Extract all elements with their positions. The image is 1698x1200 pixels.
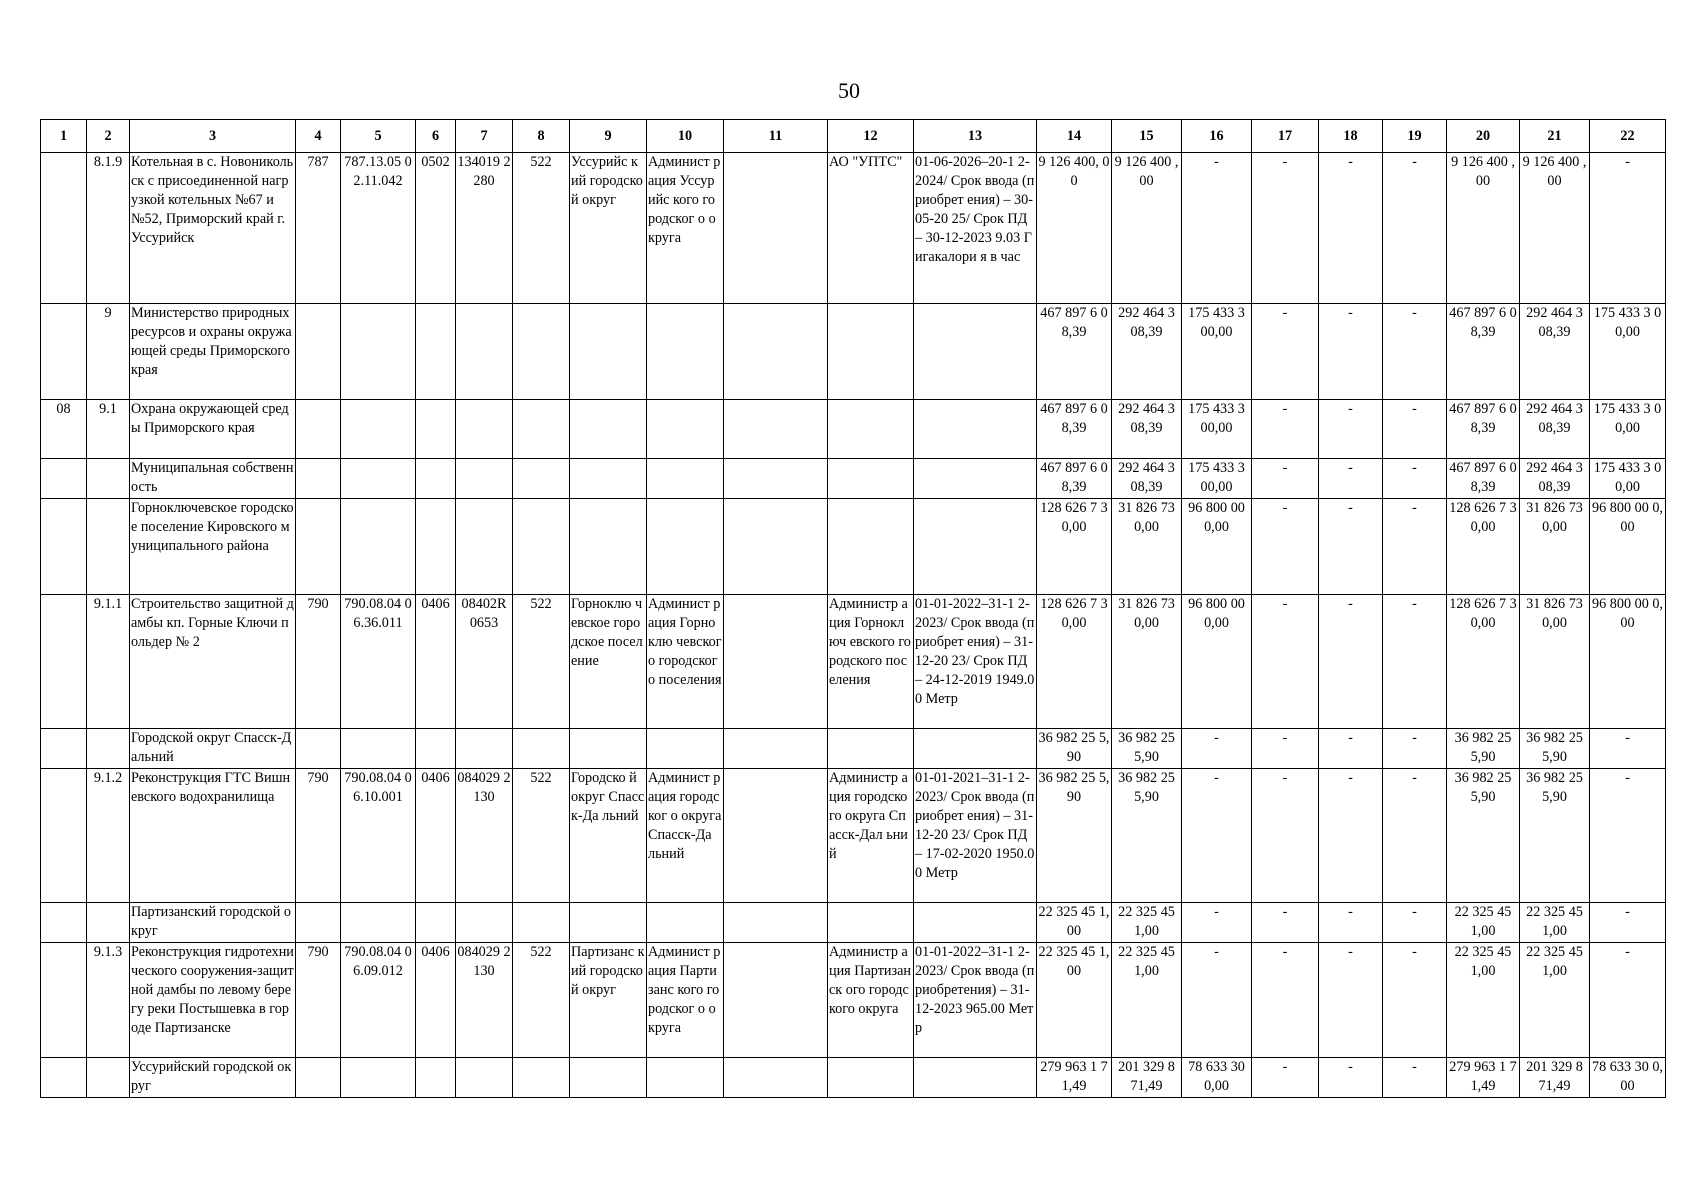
column-header: 5: [341, 120, 416, 153]
table-cell: 467 897 6 08,39: [1447, 304, 1520, 400]
column-header: 21: [1520, 120, 1590, 153]
table-cell: Реконструкция гидротехнического сооружения-защитной дамбы по левому бере гу реки Постышевка в городе Партизанске: [130, 943, 296, 1058]
table-cell: 36 982 25 5,90: [1447, 769, 1520, 903]
table-cell: -: [1252, 304, 1319, 400]
table-cell: [456, 400, 513, 459]
table-cell: 08402R 0653: [456, 595, 513, 729]
table-cell: [87, 499, 130, 595]
table-cell: 22 325 45 1,00: [1112, 943, 1182, 1058]
table-cell: [296, 304, 341, 400]
table-cell: -: [1319, 769, 1383, 903]
table-cell: -: [1182, 943, 1252, 1058]
table-cell: [724, 943, 828, 1058]
table-cell: 084029 2130: [456, 769, 513, 903]
table-cell: Горноклю чевское городское поселение: [570, 595, 647, 729]
table-cell: [416, 729, 456, 769]
table-cell: [914, 1058, 1037, 1098]
table-cell: [828, 1058, 914, 1098]
column-header: 6: [416, 120, 456, 153]
table-cell: 9.1.1: [87, 595, 130, 729]
column-header: 8: [513, 120, 570, 153]
table-cell: 175 433 3 00,00: [1590, 459, 1666, 499]
table-cell: Админист рация городског о округа Спасск-Да льний: [647, 769, 724, 903]
table-cell: Уссурийский городской округ: [130, 1058, 296, 1098]
column-header: 4: [296, 120, 341, 153]
table-cell: [914, 729, 1037, 769]
table-cell: [724, 903, 828, 943]
table-cell: [647, 1058, 724, 1098]
table-cell: 36 982 25 5,90: [1447, 729, 1520, 769]
table-cell: 31 826 73 0,00: [1112, 499, 1182, 595]
table-cell: [914, 304, 1037, 400]
table-cell: 134019 2280: [456, 153, 513, 304]
table-cell: 175 433 3 00,00: [1590, 304, 1666, 400]
table-cell: Администр ация городского округа Спасск-Дал ьний: [828, 769, 914, 903]
table-cell: [828, 304, 914, 400]
table-cell: [341, 400, 416, 459]
column-header: 22: [1590, 120, 1666, 153]
table-cell: 292 464 3 08,39: [1520, 400, 1590, 459]
table-cell: 292 464 3 08,39: [1112, 459, 1182, 499]
table-cell: [828, 499, 914, 595]
table-cell: [41, 153, 87, 304]
table-cell: 9 126 400 ,00: [1520, 153, 1590, 304]
table-cell: [724, 499, 828, 595]
table-cell: [41, 595, 87, 729]
table-cell: 22 325 45 1,00: [1037, 943, 1112, 1058]
table-cell: [41, 304, 87, 400]
table-cell: 08: [41, 400, 87, 459]
table-cell: [296, 903, 341, 943]
table-cell: -: [1252, 903, 1319, 943]
table-cell: [416, 459, 456, 499]
table-cell: -: [1252, 943, 1319, 1058]
table-cell: 522: [513, 153, 570, 304]
table-row: [41, 903, 1666, 943]
table-cell: Министерство природных ресурсов и охраны окружающей среды Приморского края: [130, 304, 296, 400]
table-cell: [647, 459, 724, 499]
table-cell: [647, 304, 724, 400]
table-cell: -: [1252, 153, 1319, 304]
table-cell: -: [1319, 459, 1383, 499]
column-header: 18: [1319, 120, 1383, 153]
table-cell: [456, 499, 513, 595]
column-header: 3: [130, 120, 296, 153]
column-header: 9: [570, 120, 647, 153]
table-cell: [341, 304, 416, 400]
table-row: [41, 769, 1666, 903]
table-cell: 128 626 7 30,00: [1037, 595, 1112, 729]
table-cell: 201 329 8 71,49: [1520, 1058, 1590, 1098]
table-cell: Админист рация Партизанс кого городског о округа: [647, 943, 724, 1058]
table-cell: 522: [513, 595, 570, 729]
table-cell: [570, 400, 647, 459]
table-cell: [828, 729, 914, 769]
table-cell: -: [1383, 769, 1447, 903]
column-header: 17: [1252, 120, 1319, 153]
table-cell: [296, 499, 341, 595]
column-header: 15: [1112, 120, 1182, 153]
table-cell: 36 982 25 5,90: [1520, 729, 1590, 769]
table-cell: [341, 499, 416, 595]
table-cell: Охрана окружающей среды Приморского края: [130, 400, 296, 459]
table-row: [41, 1058, 1666, 1098]
table-cell: [416, 903, 456, 943]
table-cell: -: [1383, 153, 1447, 304]
column-header: 13: [914, 120, 1037, 153]
table-cell: 467 897 6 08,39: [1037, 304, 1112, 400]
table-row: [41, 304, 1666, 400]
table-cell: [296, 400, 341, 459]
table-cell: [87, 903, 130, 943]
table-cell: [513, 729, 570, 769]
budget-table: [40, 119, 1666, 1098]
page-number: 50: [838, 78, 860, 103]
table-cell: [647, 499, 724, 595]
table-cell: 36 982 25 5,90: [1112, 769, 1182, 903]
table-cell: 292 464 3 08,39: [1520, 459, 1590, 499]
column-header: 20: [1447, 120, 1520, 153]
table-cell: [513, 903, 570, 943]
table-cell: [41, 769, 87, 903]
table-cell: 22 325 45 1,00: [1447, 903, 1520, 943]
column-header: 14: [1037, 120, 1112, 153]
table-cell: [296, 1058, 341, 1098]
table-cell: Горноключевское городское поселение Кировского муниципального района: [130, 499, 296, 595]
table-cell: 467 897 6 08,39: [1447, 459, 1520, 499]
table-cell: [724, 729, 828, 769]
column-header: 19: [1383, 120, 1447, 153]
table-cell: -: [1590, 903, 1666, 943]
table-cell: -: [1383, 400, 1447, 459]
table-cell: [724, 304, 828, 400]
table-cell: 175 433 3 00,00: [1182, 459, 1252, 499]
table-cell: [41, 1058, 87, 1098]
table-cell: 78 633 30 0,00: [1182, 1058, 1252, 1098]
table-row: [41, 499, 1666, 595]
table-cell: [570, 903, 647, 943]
table-cell: -: [1319, 729, 1383, 769]
table-cell: 787.13.05 02.11.042: [341, 153, 416, 304]
table-cell: 175 433 3 00,00: [1182, 304, 1252, 400]
table-cell: 01-01-2022–31-1 2-2023/ Срок ввода (приобрет ения) – 31-12-20 23/ Срок ПД – 24-12-2019 1949.00 Метр: [914, 595, 1037, 729]
table-cell: [341, 1058, 416, 1098]
table-cell: [41, 943, 87, 1058]
table-cell: -: [1319, 595, 1383, 729]
table-cell: [914, 459, 1037, 499]
table-cell: 9 126 400 ,00: [1112, 153, 1182, 304]
table-cell: 01-06-2026–20-1 2-2024/ Срок ввода (приобрет ения) – 30-05-20 25/ Срок ПД – 30-12-2023 9.03 Гигакалори я в час: [914, 153, 1037, 304]
table-cell: 787: [296, 153, 341, 304]
table-cell: 9 126 400, 00: [1037, 153, 1112, 304]
table-cell: 790: [296, 943, 341, 1058]
table-cell: [570, 499, 647, 595]
table-cell: 22 325 45 1,00: [1037, 903, 1112, 943]
table-cell: [724, 1058, 828, 1098]
table-cell: [513, 499, 570, 595]
table-cell: [87, 459, 130, 499]
table-cell: -: [1252, 1058, 1319, 1098]
table-cell: 9.1: [87, 400, 130, 459]
table-cell: -: [1383, 943, 1447, 1058]
table-cell: 96 800 00 0,00: [1182, 595, 1252, 729]
table-cell: [41, 499, 87, 595]
table-cell: [296, 459, 341, 499]
table-cell: -: [1319, 153, 1383, 304]
table-cell: 8.1.9: [87, 153, 130, 304]
table-cell: -: [1590, 729, 1666, 769]
table-cell: 467 897 6 08,39: [1037, 400, 1112, 459]
table-cell: 96 800 00 0,00: [1182, 499, 1252, 595]
table-cell: 0406: [416, 595, 456, 729]
table-cell: [724, 400, 828, 459]
table-cell: [416, 400, 456, 459]
table-cell: 36 982 25 5,90: [1112, 729, 1182, 769]
table-cell: [513, 304, 570, 400]
table-cell: [828, 400, 914, 459]
table-cell: [341, 903, 416, 943]
table-cell: [570, 729, 647, 769]
table-cell: 31 826 73 0,00: [1520, 595, 1590, 729]
table-cell: 0406: [416, 769, 456, 903]
table-cell: -: [1319, 1058, 1383, 1098]
table-cell: 96 800 00 0,00: [1590, 595, 1666, 729]
table-cell: 292 464 3 08,39: [1520, 304, 1590, 400]
table-cell: -: [1319, 304, 1383, 400]
table-cell: -: [1590, 769, 1666, 903]
table-cell: [914, 400, 1037, 459]
table-cell: 201 329 8 71,49: [1112, 1058, 1182, 1098]
table-cell: -: [1182, 729, 1252, 769]
table-row: [41, 153, 1666, 304]
table-cell: -: [1383, 595, 1447, 729]
table-cell: 0406: [416, 943, 456, 1058]
table-cell: 9.1.2: [87, 769, 130, 903]
table-cell: -: [1319, 400, 1383, 459]
table-cell: -: [1182, 769, 1252, 903]
table-cell: Администр ация Партизанск ого городского округа: [828, 943, 914, 1058]
table-cell: [647, 729, 724, 769]
table-cell: [570, 1058, 647, 1098]
table-cell: -: [1383, 903, 1447, 943]
table-cell: -: [1252, 729, 1319, 769]
table-cell: 522: [513, 769, 570, 903]
table-cell: -: [1319, 903, 1383, 943]
table-cell: 790: [296, 595, 341, 729]
table-cell: 467 897 6 08,39: [1447, 400, 1520, 459]
table-cell: [456, 304, 513, 400]
table-row: [41, 595, 1666, 729]
table-cell: 31 826 73 0,00: [1112, 595, 1182, 729]
table-cell: -: [1590, 153, 1666, 304]
table-cell: [513, 459, 570, 499]
table-cell: [41, 729, 87, 769]
table-cell: 01-01-2022–31-1 2-2023/ Срок ввода (приобретения) – 31-12-2023 965.00 Метр: [914, 943, 1037, 1058]
table-cell: -: [1252, 595, 1319, 729]
table-cell: -: [1319, 499, 1383, 595]
table-cell: 279 963 1 71,49: [1037, 1058, 1112, 1098]
table-cell: АО "УПТС": [828, 153, 914, 304]
column-header: 1: [41, 120, 87, 153]
table-cell: [416, 499, 456, 595]
table-cell: [416, 304, 456, 400]
table-cell: -: [1383, 499, 1447, 595]
table-cell: [456, 729, 513, 769]
table-cell: Администр ация Горноключ евского городского поселения: [828, 595, 914, 729]
table-cell: -: [1252, 400, 1319, 459]
table-cell: [647, 400, 724, 459]
table-cell: Котельная в с. Новоникольск с присоединенной нагрузкой котельных №67 и №52, Приморский край г.Уссурийск: [130, 153, 296, 304]
column-header: 10: [647, 120, 724, 153]
table-cell: [724, 153, 828, 304]
table-cell: Городской округ Спасск-Дальний: [130, 729, 296, 769]
table-row: [41, 400, 1666, 459]
table-cell: [513, 400, 570, 459]
table-cell: Строительство защитной дамбы кп. Горные Ключи польдер № 2: [130, 595, 296, 729]
table-cell: 36 982 25 5,90: [1037, 769, 1112, 903]
table-cell: [341, 459, 416, 499]
table-cell: 128 626 7 30,00: [1037, 499, 1112, 595]
table-cell: [456, 1058, 513, 1098]
table-cell: Городско й округ Спасск-Да льний: [570, 769, 647, 903]
column-header: 7: [456, 120, 513, 153]
column-header: 16: [1182, 120, 1252, 153]
table-cell: 790.08.04 06.10.001: [341, 769, 416, 903]
table-cell: -: [1383, 459, 1447, 499]
table-cell: [416, 1058, 456, 1098]
table-cell: [87, 1058, 130, 1098]
table-cell: 175 433 3 00,00: [1590, 400, 1666, 459]
table-cell: 01-01-2021–31-1 2-2023/ Срок ввода (приобрет ения) – 31-12-20 23/ Срок ПД – 17-02-2020 1950.00 Метр: [914, 769, 1037, 903]
table-cell: 084029 2130: [456, 943, 513, 1058]
table-cell: [828, 903, 914, 943]
table-cell: 9.1.3: [87, 943, 130, 1058]
table-cell: [828, 459, 914, 499]
table-cell: 22 325 45 1,00: [1112, 903, 1182, 943]
table-cell: -: [1252, 459, 1319, 499]
table-cell: [513, 1058, 570, 1098]
table-cell: [87, 729, 130, 769]
table-cell: [41, 459, 87, 499]
table-cell: 36 982 25 5,90: [1037, 729, 1112, 769]
table-cell: 31 826 73 0,00: [1520, 499, 1590, 595]
table-cell: [41, 903, 87, 943]
table-cell: 22 325 45 1,00: [1520, 943, 1590, 1058]
table-cell: 292 464 3 08,39: [1112, 304, 1182, 400]
table-cell: 467 897 6 08,39: [1037, 459, 1112, 499]
table-cell: 128 626 7 30,00: [1447, 595, 1520, 729]
table-cell: -: [1383, 729, 1447, 769]
table-cell: 0502: [416, 153, 456, 304]
table-cell: Уссурийс кий городской округ: [570, 153, 647, 304]
table-cell: [724, 769, 828, 903]
table-cell: [724, 595, 828, 729]
table-cell: [570, 459, 647, 499]
table-cell: Партизанс кий городской округ: [570, 943, 647, 1058]
table-cell: 522: [513, 943, 570, 1058]
table-cell: 279 963 1 71,49: [1447, 1058, 1520, 1098]
table-cell: -: [1590, 943, 1666, 1058]
table-cell: [914, 499, 1037, 595]
table-cell: [724, 459, 828, 499]
table-cell: Реконструкция ГТС Вишневского водохранилища: [130, 769, 296, 903]
table-cell: Админист рация Горноклю чевского городског о поселения: [647, 595, 724, 729]
table-cell: 790.08.04 06.36.011: [341, 595, 416, 729]
table-cell: [647, 903, 724, 943]
table-cell: 36 982 25 5,90: [1520, 769, 1590, 903]
table-cell: Админист рация Уссурийс кого городског о округа: [647, 153, 724, 304]
table-cell: [456, 903, 513, 943]
table-cell: Муниципальная собственность: [130, 459, 296, 499]
table-cell: 9: [87, 304, 130, 400]
table-cell: [456, 459, 513, 499]
table-cell: 22 325 45 1,00: [1447, 943, 1520, 1058]
header-row: [41, 120, 1666, 153]
table-row: [41, 459, 1666, 499]
table-cell: Партизанский городской округ: [130, 903, 296, 943]
table-row: [41, 943, 1666, 1058]
table-cell: -: [1252, 769, 1319, 903]
column-header: 11: [724, 120, 828, 153]
table-cell: [341, 729, 416, 769]
table-cell: 96 800 00 0,00: [1590, 499, 1666, 595]
table-row: [41, 729, 1666, 769]
table-cell: 292 464 3 08,39: [1112, 400, 1182, 459]
table-cell: -: [1182, 153, 1252, 304]
table-cell: 175 433 3 00,00: [1182, 400, 1252, 459]
table-cell: -: [1383, 304, 1447, 400]
table-cell: [914, 903, 1037, 943]
table-cell: [296, 729, 341, 769]
table-cell: 128 626 7 30,00: [1447, 499, 1520, 595]
column-header: 12: [828, 120, 914, 153]
table-cell: -: [1319, 943, 1383, 1058]
table-cell: [570, 304, 647, 400]
table-cell: -: [1182, 903, 1252, 943]
table-cell: 9 126 400 ,00: [1447, 153, 1520, 304]
column-header: 2: [87, 120, 130, 153]
table-cell: 22 325 45 1,00: [1520, 903, 1590, 943]
table-cell: 78 633 30 0,00: [1590, 1058, 1666, 1098]
table-cell: 790.08.04 06.09.012: [341, 943, 416, 1058]
table-cell: 790: [296, 769, 341, 903]
table-cell: -: [1252, 499, 1319, 595]
table-cell: -: [1383, 1058, 1447, 1098]
